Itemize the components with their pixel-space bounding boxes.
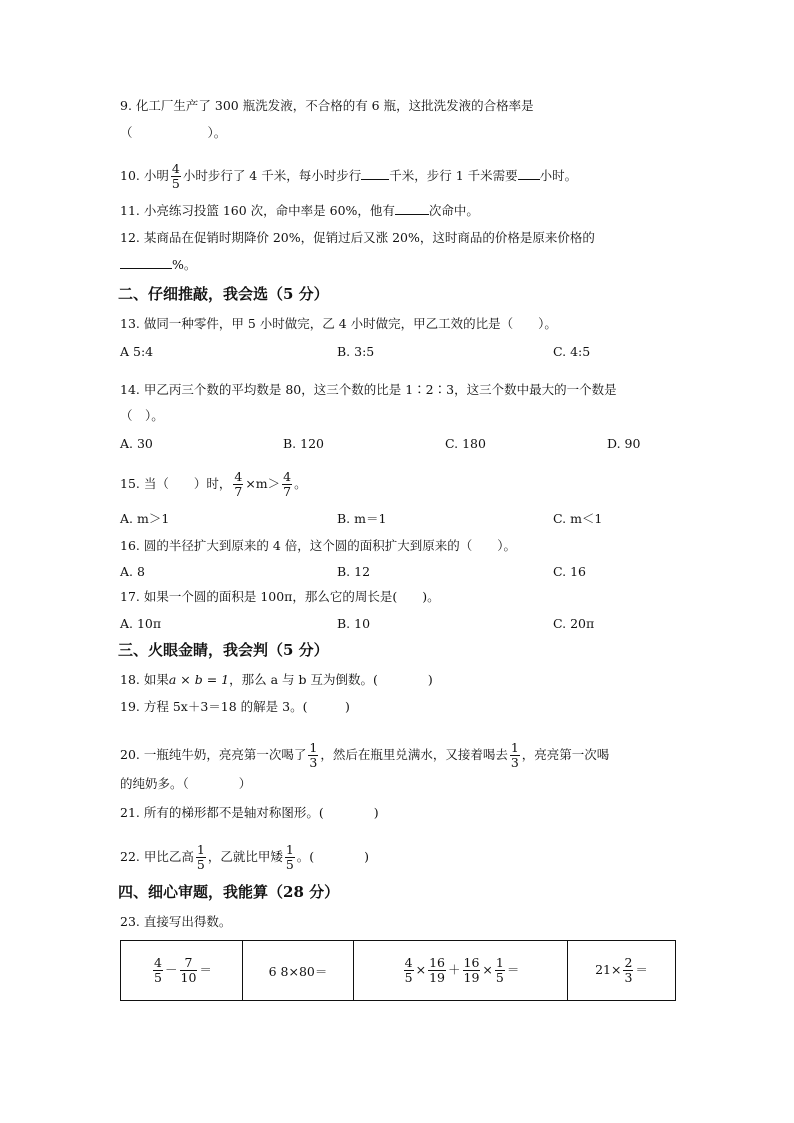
option-b[interactable]: B. 10: [337, 616, 371, 631]
option-c[interactable]: C. 20π: [553, 616, 595, 631]
question-13: 13. 做同一种零件，甲 5 小时做完，乙 4 小时做完，甲乙工效的比是（ ）。: [120, 316, 557, 331]
question-20-end: ，亮亮第一次喝: [521, 747, 610, 762]
question-22: [120, 843, 369, 872]
option-c[interactable]: C. m＜1: [553, 511, 603, 526]
option-b[interactable]: B. m＝1: [337, 511, 387, 526]
question-12-answer: [120, 257, 196, 273]
question-19: 19. 方程 5x＋3＝18 的解是 3。( ): [120, 699, 350, 714]
numerator: 1: [510, 740, 519, 755]
option-d[interactable]: D. 90: [607, 436, 641, 451]
section-4-heading: 四、细心审题，我能算（28 分）: [118, 883, 340, 901]
question-9-text: 9. 化工厂生产了 300 瓶洗发液，不合格的有 6 瓶，这批洗发液的合格率是: [120, 98, 534, 113]
question-11-end: 次命中。: [428, 203, 479, 218]
question-15: [120, 470, 307, 499]
fraction: [308, 741, 318, 770]
question-21: 21. 所有的梯形都不是轴对称图形。( ): [120, 805, 379, 820]
fraction: [171, 162, 181, 191]
calc-cell-4: 21× $\frac{2}{3}$ ＝: [568, 941, 676, 1001]
table-row: [121, 941, 676, 1001]
option-b[interactable]: B. 3:5: [337, 344, 375, 359]
denominator: 3: [309, 755, 318, 770]
denominator: 5: [171, 176, 180, 191]
option-a[interactable]: A 5:4: [120, 344, 154, 359]
option-b[interactable]: B. 12: [337, 564, 371, 579]
question-14: 14. 甲乙丙三个数的平均数是 80，这三个数的比是 1∶2∶3，这三个数中最大的一个数是: [120, 382, 617, 397]
denominator: 7: [234, 484, 243, 499]
fraction: [510, 741, 520, 770]
question-10-mid: 小时步行了 4 千米，每小时步行: [182, 168, 362, 183]
answer-blank[interactable]: [518, 168, 540, 180]
question-15-end: 。: [294, 476, 307, 491]
numerator: 1: [196, 842, 205, 857]
question-20: [120, 741, 609, 770]
answer-blank[interactable]: （ ）。: [120, 125, 227, 140]
fraction: [285, 843, 295, 872]
denominator: 5: [196, 857, 205, 872]
fraction: $\frac{16}{19}$: [429, 955, 445, 985]
question-20-prefix: 20. 一瓶纯牛奶，亮亮第一次喝了: [120, 747, 307, 762]
fraction: [233, 470, 243, 499]
answer-blank[interactable]: [395, 203, 429, 215]
calc-cell-2: 6 8×80＝: [243, 941, 354, 1001]
question-17: 17. 如果一个圆的面积是 100π，那么它的周长是( )。: [120, 589, 440, 604]
math-expression: a × b = 1: [168, 672, 230, 687]
numerator: 4: [171, 161, 180, 176]
question-18-prefix: 18. 如果: [120, 672, 169, 687]
fraction: $\frac{4}{5}$: [404, 955, 413, 985]
question-23: 23. 直接写出得数。: [120, 914, 232, 929]
question-22-end: 。( ): [296, 849, 370, 864]
numerator: 4: [234, 469, 243, 484]
option-a[interactable]: A. m＞1: [120, 511, 170, 526]
question-9-answer: [120, 125, 226, 141]
option-a[interactable]: A. 8: [120, 564, 145, 579]
calc-cell-3: $\frac{4}{5}$ × $\frac{16}{19}$ ＋ $\frac{16}{19}$ × $\frac{1}{5}$ ＝: [354, 941, 568, 1001]
calc-cell-1: $\frac{4}{5}$ － $\frac{7}{10}$ ＝: [121, 941, 243, 1001]
question-22-prefix: 22. 甲比乙高: [120, 849, 194, 864]
question-12-text: 12. 某商品在促销时期降价 20%，促销过后又涨 20%，这时商品的价格是原来价格的: [120, 230, 595, 245]
question-15-mid: ×m＞: [245, 476, 281, 491]
option-a[interactable]: A. 30: [120, 436, 153, 451]
fraction: $\frac{1}{5}$: [495, 955, 504, 985]
section-3-heading: 三、火眼金睛，我会判（5 分）: [118, 641, 329, 659]
question-18-end: ，那么 a 与 b 互为倒数。( ): [229, 672, 433, 687]
question-15-prefix: 15. 当（ ）时，: [120, 476, 232, 491]
question-20-line2: 的纯奶多。（ ）: [120, 776, 252, 791]
section-2-heading: 二、仔细推敲，我会选（5 分）: [118, 285, 329, 303]
denominator: 7: [283, 484, 292, 499]
denominator: 3: [510, 755, 519, 770]
question-22-mid: ，乙就比甲矮: [207, 849, 283, 864]
fraction: $\frac{16}{19}$: [463, 955, 480, 985]
numerator: 1: [309, 740, 318, 755]
fraction: [282, 470, 292, 499]
fraction: $\frac{4}{5}$: [154, 955, 162, 985]
question-11: [120, 203, 479, 219]
question-20-mid: ，然后在瓶里兑满水，又接着喝去: [320, 747, 508, 762]
question-14-answer[interactable]: （ ）。: [120, 408, 164, 423]
question-12-end: %。: [172, 257, 197, 272]
fraction: $\frac{7}{10}$: [180, 955, 197, 985]
option-b[interactable]: B. 120: [283, 436, 324, 451]
question-18: [120, 672, 433, 688]
question-16: 16. 圆的半径扩大到原来的 4 倍，这个圆的面积扩大到原来的（ ）。: [120, 538, 517, 553]
calculation-table: [120, 940, 676, 1001]
question-12: [120, 230, 595, 246]
option-c[interactable]: C. 16: [553, 564, 586, 579]
question-9: [120, 98, 534, 114]
numerator: 4: [283, 469, 292, 484]
denominator: 5: [285, 857, 294, 872]
option-c[interactable]: C. 4:5: [553, 344, 591, 359]
option-c[interactable]: C. 180: [445, 436, 486, 451]
question-11-prefix: 11. 小亮练习投篮 160 次，命中率是 60%，他有: [120, 203, 395, 218]
answer-blank[interactable]: [361, 168, 389, 180]
option-a[interactable]: A. 10π: [120, 616, 162, 631]
answer-blank[interactable]: [120, 257, 172, 269]
numerator: 1: [285, 842, 294, 857]
question-10-mid2: 千米，步行 1 千米需要: [389, 168, 518, 183]
fraction: $\frac{2}{3}$: [624, 955, 633, 985]
fraction: [196, 843, 206, 872]
question-10: [120, 162, 577, 191]
question-10-end: 小时。: [539, 168, 578, 183]
question-10-prefix: 10. 小明: [120, 168, 169, 183]
